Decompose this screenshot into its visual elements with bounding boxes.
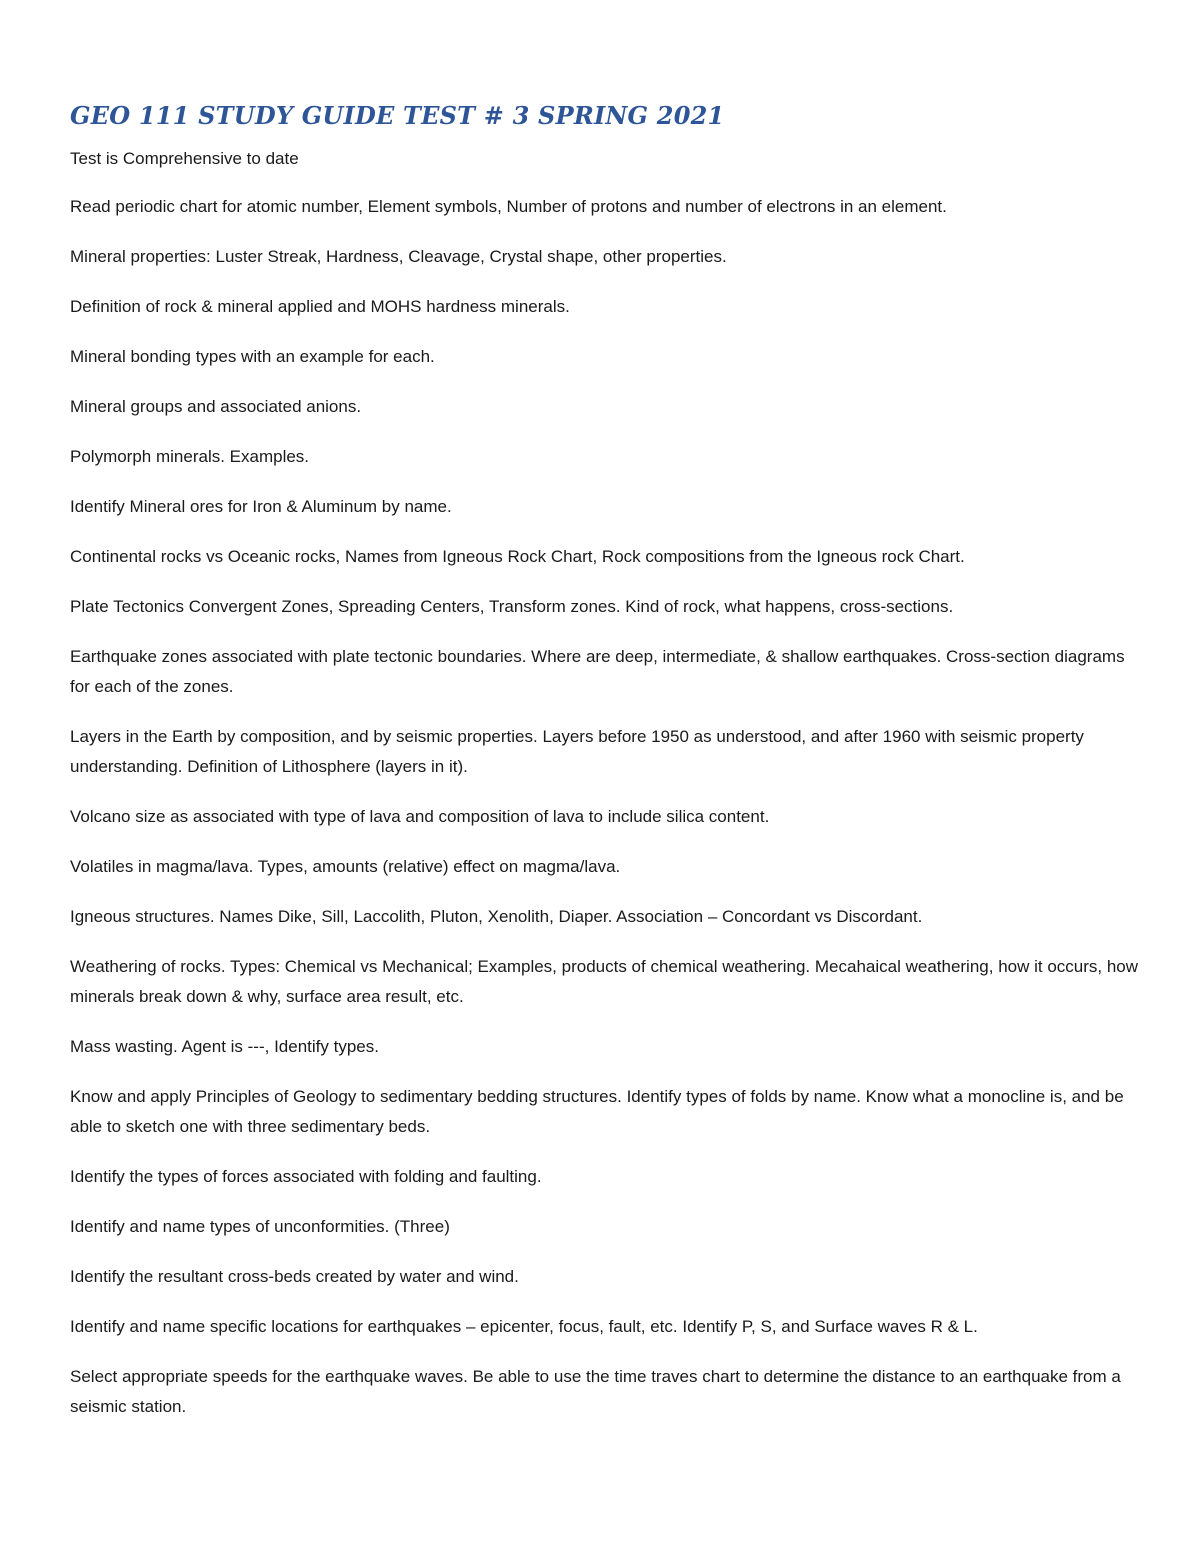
- paragraph-weathering: Weathering of rocks. Types: Chemical vs Mechanical; Examples, products of chemical weathering. Mecahaical weathering, how it occurs, how minerals break down & why, surface area result, etc.: [70, 957, 1139, 1006]
- paragraph-principles-geology: Know and apply Principles of Geology to sedimentary bedding structures. Identify types of folds by name. Know what a monocline is, and be able to sketch one with three sedimentary beds.: [70, 1087, 1124, 1136]
- paragraph-volcano-size: Volcano size as associated with type of lava and composition of lava to include silica content.: [70, 807, 770, 826]
- paragraph-mineral-properties: Mineral properties: Luster Streak, Hardness, Cleavage, Crystal shape, other properties.: [70, 247, 727, 266]
- paragraph-polymorph: Polymorph minerals. Examples.: [70, 447, 310, 466]
- paragraph-periodic-chart: Read periodic chart for atomic number, Element symbols, Number of protons and number of electrons in an element.: [70, 197, 947, 216]
- paragraph-forces: Identify the types of forces associated with folding and faulting.: [70, 1167, 542, 1186]
- document-title: GEO 111 STUDY GUIDE TEST # 3 SPRING 2021: [70, 101, 725, 130]
- paragraph-earth-layers: Layers in the Earth by composition, and by seismic properties. Layers before 1950 as understood, and after 1960 with seismic property understanding. Definition of Lithosphere (layers in it).: [70, 727, 1084, 776]
- paragraph-plate-tectonics: Plate Tectonics Convergent Zones, Spreading Centers, Transform zones. Kind of rock, what happens, cross-sections.: [70, 597, 954, 616]
- paragraph-scope: Test is Comprehensive to date: [70, 149, 299, 168]
- paragraph-earthquake-zones: Earthquake zones associated with plate tectonic boundaries. Where are deep, intermediate, & shallow earthquakes. Cross-section diagrams for each of the zones.: [70, 647, 1125, 696]
- paragraph-wave-speeds: Select appropriate speeds for the earthquake waves. Be able to use the time traves chart to determine the distance to an earthquake from a seismic station.: [70, 1367, 1121, 1416]
- paragraph-earthquake-locations: Identify and name specific locations for earthquakes – epicenter, focus, fault, etc. Identify P, S, and Surface waves R & L.: [70, 1317, 978, 1336]
- paragraph-volatiles: Volatiles in magma/lava. Types, amounts (relative) effect on magma/lava.: [70, 857, 621, 876]
- paragraph-mass-wasting: Mass wasting. Agent is ---, Identify types.: [70, 1037, 379, 1056]
- paragraph-mineral-ores: Identify Mineral ores for Iron & Aluminum by name.: [70, 497, 452, 516]
- paragraph-igneous-structures: Igneous structures. Names Dike, Sill, Laccolith, Pluton, Xenolith, Diaper. Association – Concordant vs Discordant.: [70, 907, 923, 926]
- paragraph-rock-mineral-definition: Definition of rock & mineral applied and MOHS hardness minerals.: [70, 297, 570, 316]
- paragraph-mineral-groups: Mineral groups and associated anions.: [70, 397, 362, 416]
- paragraph-unconformities: Identify and name types of unconformities. (Three): [70, 1217, 450, 1236]
- document-page: [70, 96, 1140, 1442]
- paragraph-cross-beds: Identify the resultant cross-beds created by water and wind.: [70, 1267, 519, 1286]
- paragraph-continental-oceanic: Continental rocks vs Oceanic rocks, Names from Igneous Rock Chart, Rock compositions from the Igneous rock Chart.: [70, 547, 965, 566]
- paragraph-mineral-bonding: Mineral bonding types with an example for each.: [70, 347, 435, 366]
